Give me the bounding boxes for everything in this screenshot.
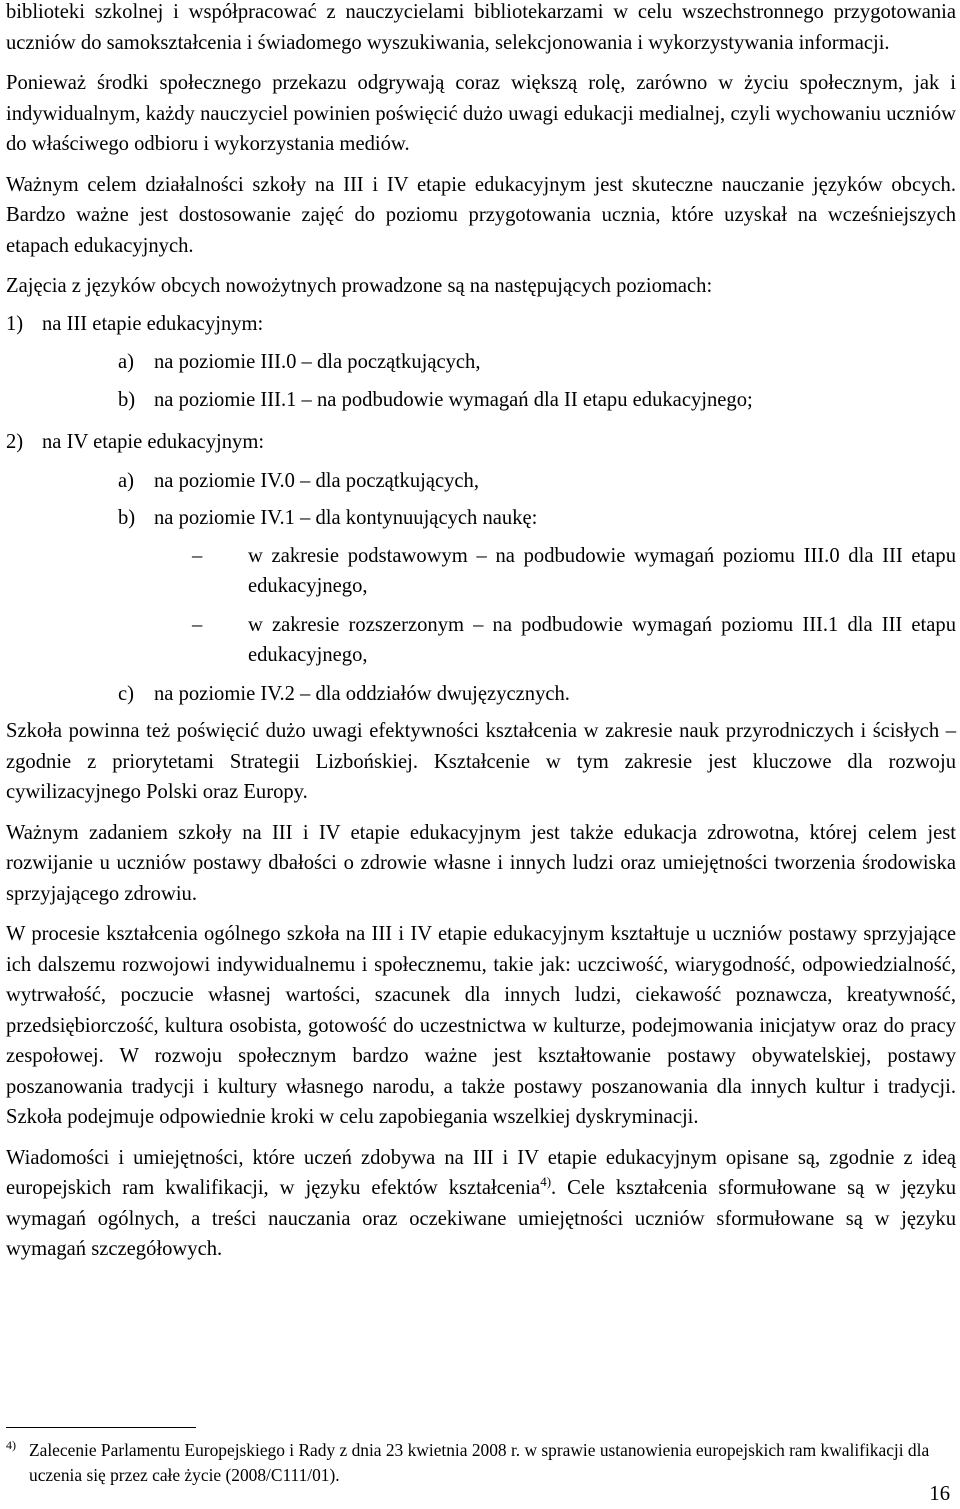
list-item-text: na poziomie IV.0 – dla początkujących, [154,469,480,492]
list-letter: a) [118,469,134,492]
paragraph-health-education: Ważnym zadaniem szkoły na III i IV etapie edukacyjnym jest także edukacja zdrowotna, której celem jest rozwijanie u uczniów postawy dbałości o zdrowie własne i innych ludzi oraz umiejętności tworzenia środowiska sprzyjającego zdrowiu. [6,821,956,905]
paragraph-foreign-languages: Ważnym celem działalności szkoły na III i IV etapie edukacyjnym jest skuteczne nauczanie języków obcych. Bardzo ważne jest dostosowanie zajęć do poziomu przygotowania ucznia, które uzyskał na wcześniejszych etapach edukacyjnych. [6,173,956,257]
paragraph-library: biblioteki szkolnej i współpracować z nauczycielami bibliotekarzami w celu wszechstronnego przygotowania uczniów do samokształcenia i świadomego wyszukiwania, selekcjonowania i wykorzystywania informacji. [6,1,956,54]
page-number: 16 [929,1483,950,1505]
paragraph-text: Wiadomości i umiejętności, które uczeń zdobywa na III i IV etapie edukacyjnym opisane są, zgodnie z ideą europejskich ram kwalifikacji, w języku efektów kształcenia [6,1146,956,1199]
list-item-level-iii-0 [6,347,956,378]
list-item-text: na IV etapie edukacyjnym: [42,431,265,453]
footnote [6,1438,946,1488]
paragraph-media-education: Ponieważ środki społecznego przekazu odgrywają coraz większą rolę, zarówno w życiu społecznym, jak i indywidualnym, każdy nauczyciel powinien poświęcić dużo uwagi edukacji medialnej, czyli wychowaniu uczniów do właściwego odbioru i wykorzystania mediów. [6,72,956,155]
footnote-text: Zalecenie Parlamentu Europejskiego i Rady z dnia 23 kwietnia 2008 r. w sprawie ustanowienia europejskich ram kwalifikacji dla uczenia się przez całe życie (2008/C111/01). [29,1440,930,1485]
paragraph-text: . Cele kształcenia sformułowane są w języku wymagań ogólnych, a treści nauczania oraz oczekiwane umiejętności uczniów sformułowane są w języku wymagań szczegółowych. [6,1177,956,1260]
list-number: 1) [6,312,24,335]
dash-bullet: – [192,544,203,567]
paragraph-attitudes: W procesie kształcenia ogólnego szkoła na III i IV etapie edukacyjnym kształtuje u uczniów postawy sprzyjające ich dalszemu rozwojowi indywidualnemu i społecznemu, takie jak: uczciwość, wiarygodność, odpowiedzialność, wytrwałość, poczucie własnej wartości, szacunek dla innych ludzi, ciekawość poznawcza, kreatywność, przedsiębiorczość, kultura osobista, gotowość do uczestnictwa w kulturze, podejmowania inicjatyw oraz do pracy zespołowej. W rozwoju społecznym bardzo ważne jest kształtowanie postawy obywatelskiej, postawy poszanowania tradycji i kultury własnego narodu, a także postawy poszanowania dla innych kultur i tradycji. Szkoła podejmuje odpowiednie kroki w celu zapobiegania wszelkiej dyskryminacji. [6,923,956,1128]
list-letter: c) [118,682,134,705]
paragraph-language-levels-intro: Zajęcia z języków obcych nowożytnych prowadzone są na następujących poziomach: [6,275,713,297]
footnote-reference[interactable]: 4) [540,1174,552,1190]
list-item-text: na III etapie edukacyjnym: [42,312,264,335]
list-item-text: na poziomie III.0 – dla początkujących, [154,351,481,373]
paragraph-learning-outcomes [6,1143,956,1265]
list-number: 2) [6,431,24,453]
list-subitem-basic-scope [6,541,956,602]
list-letter: b) [118,388,136,411]
document-page [6,0,956,1275]
list-item-text: na poziomie III.1 – na podbudowie wymagań dla II etapu edukacyjnego; [154,388,753,411]
list-item-text: na poziomie IV.1 – dla kontynuujących naukę: [154,507,538,529]
list-item-stage-iv [6,427,956,458]
list-letter: b) [118,507,136,529]
list-item-level-iii-1 [6,385,956,416]
list-item-text: w zakresie rozszerzonym – na podbudowie wymagań poziomu III.1 dla III etapu edukacyjnego, [248,613,956,666]
list-letter: a) [118,351,134,373]
footnote-mark: 4) [6,1438,16,1452]
list-item-text: w zakresie podstawowym – na podbudowie wymagań poziomu III.0 dla III etapu edukacyjnego, [248,544,956,597]
list-item-stage-iii [6,309,956,340]
list-subitem-extended-scope [6,610,956,671]
list-item-level-iv-1 [6,503,956,534]
paragraph-science-education: Szkoła powinna też poświęcić dużo uwagi efektywności kształcenia w zakresie nauk przyrodniczych i ścisłych – zgodnie z priorytetami Strategii Lizbońskiej. Kształcenie w tym zakresie jest kluczowe dla rozwoju cywilizacyjnego Polski oraz Europy. [6,720,956,803]
footnote-separator [6,1427,196,1428]
list-item-level-iv-0 [6,466,956,497]
list-item-text: na poziomie IV.2 – dla oddziałów dwujęzycznych. [154,682,570,705]
list-item-level-iv-2 [6,679,956,710]
language-levels-list [6,309,956,710]
dash-bullet: – [192,613,203,636]
